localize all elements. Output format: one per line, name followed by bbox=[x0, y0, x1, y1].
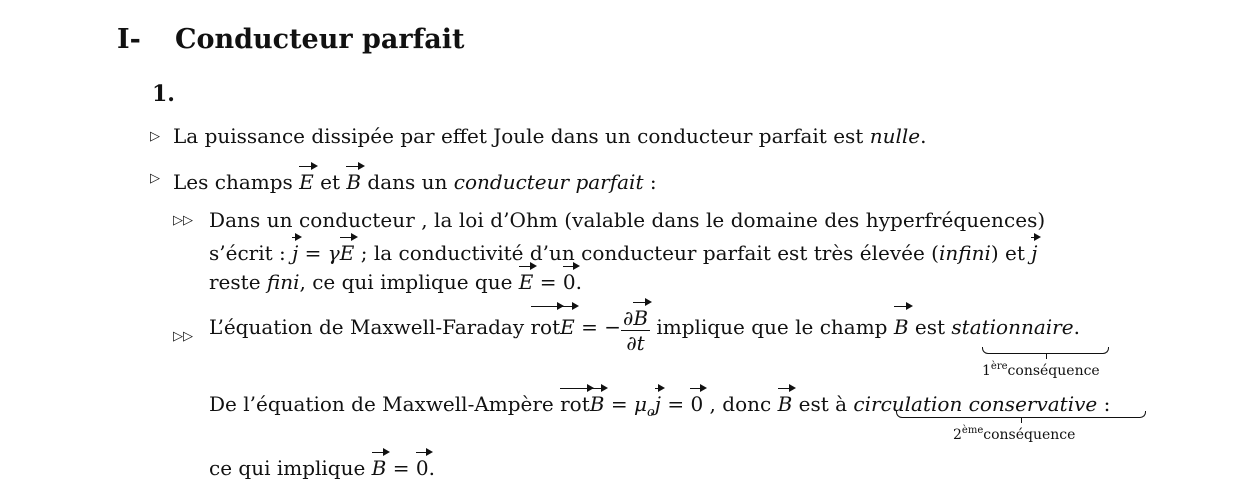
text: . bbox=[1073, 315, 1080, 339]
text: = bbox=[386, 456, 416, 480]
rot-operator: rot bbox=[531, 308, 561, 342]
denominator: ∂t bbox=[626, 331, 645, 355]
text: . bbox=[428, 456, 435, 480]
text: conséquence bbox=[983, 427, 1076, 443]
text: L’équation de Maxwell-Faraday bbox=[209, 315, 531, 339]
vector-e: E bbox=[339, 241, 355, 265]
bullet-champs bbox=[173, 168, 657, 192]
vector-b: B bbox=[371, 456, 387, 480]
bullet-icon: ▷ bbox=[150, 129, 160, 144]
vector-j: j bbox=[654, 392, 661, 416]
text: ; la conductivité d’un conducteur parfait est très élevée ( bbox=[354, 241, 939, 265]
bullet-joule bbox=[173, 126, 926, 146]
ohm-line-2 bbox=[209, 239, 1037, 263]
circulation-term: circulation conservative bbox=[853, 392, 1098, 416]
vector-b: B bbox=[346, 170, 362, 194]
vector-b: B bbox=[633, 306, 649, 330]
text: et bbox=[313, 170, 347, 194]
vector-b: B bbox=[894, 308, 909, 342]
subsection-number: 1. bbox=[152, 81, 175, 107]
superscript: ère bbox=[990, 361, 1008, 372]
text: est à bbox=[792, 392, 854, 416]
stationnaire-term: stationnaire bbox=[951, 315, 1074, 339]
text: 1 bbox=[982, 363, 991, 379]
text: La puissance dissipée par effet Joule dans un conducteur parfait est bbox=[173, 124, 870, 148]
text: . bbox=[920, 124, 927, 148]
underbrace-1 bbox=[982, 347, 1109, 354]
rot-operator: rot bbox=[560, 392, 590, 416]
text: dans un bbox=[361, 170, 454, 194]
text: Les champs bbox=[173, 170, 300, 194]
ohm-line-3 bbox=[209, 268, 582, 292]
text: = bbox=[660, 392, 691, 416]
emphasis: infini bbox=[938, 241, 991, 265]
bullet-icon: ▷ bbox=[150, 171, 160, 186]
vector-j: j bbox=[1031, 241, 1038, 265]
text: est bbox=[908, 315, 952, 339]
vector-e: E bbox=[518, 270, 534, 294]
text: : bbox=[1097, 392, 1111, 416]
text: = bbox=[533, 270, 563, 294]
text: , donc bbox=[703, 392, 778, 416]
subscript: o bbox=[646, 405, 655, 420]
consequence-2 bbox=[953, 426, 1075, 442]
vector-zero: 0 bbox=[562, 270, 576, 294]
text: ) et bbox=[990, 241, 1032, 265]
math-eq: = − bbox=[574, 315, 621, 339]
text: s’écrit : bbox=[209, 241, 293, 265]
vector-b: B bbox=[589, 392, 605, 416]
consequence-1 bbox=[982, 362, 1100, 378]
faraday-line bbox=[209, 304, 1080, 353]
math-eq: = μ bbox=[604, 392, 647, 416]
text: : bbox=[643, 170, 657, 194]
conclusion-line bbox=[209, 454, 435, 478]
sub-bullet-icon: ▷▷ bbox=[173, 329, 193, 344]
text: reste bbox=[209, 270, 267, 294]
sub-bullet-icon: ▷▷ bbox=[173, 213, 193, 228]
text: conséquence bbox=[1007, 363, 1100, 379]
text: implique que le champ bbox=[650, 315, 894, 339]
emphasis: conducteur parfait bbox=[453, 170, 644, 194]
text: De l’équation de Maxwell-Ampère bbox=[209, 392, 561, 416]
vector-zero: 0 bbox=[690, 392, 704, 416]
text: , ce qui implique que bbox=[299, 270, 519, 294]
numerator bbox=[621, 304, 650, 331]
text: 2 bbox=[953, 427, 962, 443]
fraction bbox=[621, 304, 650, 353]
vector-b: B bbox=[777, 392, 793, 416]
vector-e: E bbox=[560, 308, 575, 342]
ohm-line-1: Dans un conducteur , la loi d’Ohm (valable dans le domaine des hyperfréquences) bbox=[209, 208, 1046, 232]
text: ce qui implique bbox=[209, 456, 372, 480]
emphasis: nulle bbox=[869, 124, 921, 148]
math-eq: = γ bbox=[298, 241, 340, 265]
section-title: Conducteur parfait bbox=[175, 24, 465, 55]
superscript: ème bbox=[961, 425, 984, 436]
section-number: I- bbox=[117, 24, 141, 55]
partial: ∂ bbox=[622, 306, 634, 330]
emphasis: fini bbox=[266, 270, 300, 294]
vector-j: j bbox=[292, 241, 299, 265]
underbrace-2 bbox=[896, 411, 1146, 418]
vector-zero: 0 bbox=[415, 456, 429, 480]
vector-e: E bbox=[299, 170, 314, 194]
text: . bbox=[575, 270, 582, 294]
